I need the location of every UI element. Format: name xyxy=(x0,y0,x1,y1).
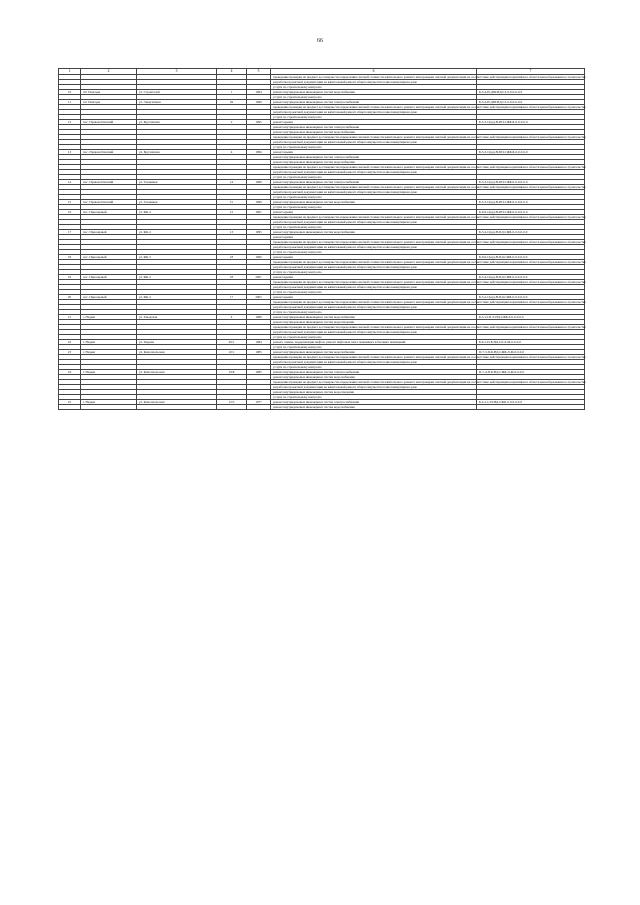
code-cell: Б-5-3-С(кр)-Н-ПП-СЖБ-Б-0-0-0-0-0 xyxy=(477,120,585,125)
street-cell: ул. ФК-2 xyxy=(137,295,217,300)
locality-cell: пгт Пангоды xyxy=(81,90,137,95)
street-cell xyxy=(137,405,217,410)
work-type-cell: разработка проектной документации на капитальный ремонт общего имущества в многоквартирном доме xyxy=(271,170,477,175)
works-table xyxy=(58,68,585,410)
year-cell: 1977 xyxy=(247,400,271,405)
house-number-cell: 14 xyxy=(217,180,247,185)
work-type-cell: услуги по строительному контролю xyxy=(271,250,477,255)
year-cell: 1995 xyxy=(247,230,271,235)
row-number-cell: 24 xyxy=(59,370,81,375)
street-cell: ул. Газовиков xyxy=(137,200,217,205)
work-type-cell: услуги по строительному контролю xyxy=(271,85,477,90)
work-type-cell: ремонт внутридомовых инженерных систем водоснабжения xyxy=(271,315,477,320)
work-type-cell: проведение проверки на предмет достоверности определения сметной стоимости капитального ремонта или проверки сметной документации на соответствие действующим нормативам в области ценообразования в строительстве xyxy=(271,185,477,190)
code-cell: Б-5-4-С(кр)-Н-ПД-СЖБ-0-0-0-0-0-0 xyxy=(477,275,585,280)
work-type-cell: услуги по строительному контролю xyxy=(271,290,477,295)
header-cell: 7 xyxy=(477,69,585,75)
work-type-cell: проведение проверки на предмет достоверности определения сметной стоимости капитального ремонта или проверки сметной документации на соответствие действующим нормативам в области ценообразования в строительстве xyxy=(271,240,477,245)
code-cell: П-7-3-П-Б-НД-СЖБ-Л-М-0-0-0-0 xyxy=(477,350,585,355)
street-cell: ул. ФК-2 xyxy=(137,230,217,235)
street-cell: ул. ФК-2 xyxy=(137,275,217,280)
year-cell: 1985 xyxy=(247,370,271,375)
code-cell: Б-5-13-П-Э-НД-СЖБ-0-0-0-0-0-0 xyxy=(477,315,585,320)
header-cell: 2 xyxy=(81,69,137,75)
row-number-cell: 21 xyxy=(59,315,81,320)
work-type-cell: ремонт крыши xyxy=(271,295,477,300)
row-number-cell: 17 xyxy=(59,230,81,235)
locality-cell: пгт Пангоды xyxy=(81,100,137,105)
work-type-cell: ремонт внутридомовых инженерных систем водоснабжения xyxy=(271,90,477,95)
work-type-cell: проведение проверки на предмет достоверности определения сметной стоимости капитального ремонта или проверки сметной документации на соответствие действующим нормативам в области ценообразования в строительстве xyxy=(271,280,477,285)
work-type-cell: разработка проектной документации на капитальный ремонт общего имущества в многоквартирном доме xyxy=(271,265,477,270)
code-cell: Б-5-4-С(кр)-Н-ПД-СЖБ-0-0-0-0-0-0 xyxy=(477,230,585,235)
year-cell: 1985 xyxy=(247,350,271,355)
work-type-cell: ремонт внутридомовых инженерных систем электроснабжения xyxy=(271,370,477,375)
year-cell: 1989 xyxy=(247,180,271,185)
locality-cell: г. Надым xyxy=(81,370,137,375)
locality-cell: г. Надым xyxy=(81,315,137,320)
work-type-cell: услуги по строительному контролю xyxy=(271,115,477,120)
work-type-cell: разработка проектной документации на капитальный ремонт общего имущества в многоквартирном доме xyxy=(271,360,477,365)
house-number-cell: 29 xyxy=(217,100,247,105)
house-number-cell: 1 xyxy=(217,90,247,95)
year-cell: 1996 xyxy=(247,150,271,155)
work-type-cell: ремонт, замена, модернизация лифтов, ремонт лифтовых шахт, машинных и блочных помещений xyxy=(271,340,477,345)
work-type-cell: проведение проверки на предмет достоверности определения сметной стоимости капитального ремонта или проверки сметной документации на соответствие действующим нормативам в области ценообразования в строительстве xyxy=(271,260,477,265)
table-row xyxy=(59,405,585,410)
work-type-cell: ремонт крыши xyxy=(271,235,477,240)
work-type-cell: ремонт внутридомовых инженерных систем водоснабжения xyxy=(271,200,477,205)
locality-cell: пос. Приозерный xyxy=(81,295,137,300)
work-type-cell: ремонт внутридомовых инженерных систем водоснабжения xyxy=(271,130,477,135)
work-type-cell: разработка проектной документации на капитальный ремонт общего имущества в многоквартирном доме xyxy=(271,305,477,310)
street-cell: ул. Брусничная xyxy=(137,120,217,125)
row-number-cell: 25 xyxy=(59,400,81,405)
year-cell: 1996 xyxy=(247,255,271,260)
work-type-cell: ремонт внутридомовых инженерных систем водоснабжения xyxy=(271,230,477,235)
street-cell: ул. Комсомольская xyxy=(137,370,217,375)
work-type-cell: услуги по строительному контролю xyxy=(271,345,477,350)
code-cell: Б-9-1-П-Б-НД-СЛ-Л-М-0-0-0-0 xyxy=(477,340,585,345)
house-number-cell: 4 xyxy=(217,150,247,155)
row-number-cell: 19 xyxy=(59,275,81,280)
work-type-cell: проведение проверки на предмет достоверности определения сметной стоимости капитального ремонта или проверки сметной документации на соответствие действующим нормативам в области ценообразования в строительстве xyxy=(271,135,477,140)
street-cell: ул. Заводская xyxy=(137,315,217,320)
work-type-cell: разработка проектной документации на капитальный ремонт общего имущества в многоквартирном доме xyxy=(271,140,477,145)
work-type-cell: ремонт внутридомовых инженерных систем электроснабжения xyxy=(271,400,477,405)
code-cell: П-7-4-П-Б-НД-СЖБ-Л-М-0-0-0-0 xyxy=(477,370,585,375)
code-cell xyxy=(477,405,585,410)
work-type-cell: услуги по строительному контролю xyxy=(271,145,477,150)
year-cell: 1994 xyxy=(247,90,271,95)
work-type-cell: услуги по строительному контролю xyxy=(271,195,477,200)
work-type-cell: ремонт внутридомовых инженерных систем водоснабжения xyxy=(271,160,477,165)
locality-cell: пос. Приозерный xyxy=(81,275,137,280)
locality-cell: пос. Приозерный xyxy=(81,210,137,215)
work-type-cell: услуги по строительному контролю xyxy=(271,310,477,315)
work-type-cell: ремонт крыши xyxy=(271,120,477,125)
year-cell: 2001 xyxy=(247,275,271,280)
year-cell xyxy=(247,405,271,410)
work-type-cell: услуги по строительному контролю xyxy=(271,95,477,100)
house-number-cell: 13 xyxy=(217,230,247,235)
row-number-cell: 23 xyxy=(59,350,81,355)
row-number-cell: 11 xyxy=(59,100,81,105)
house-number-cell: 18 xyxy=(217,275,247,280)
work-type-cell: ремонт внутридомовых инженерных систем электроснабжения xyxy=(271,100,477,105)
code-cell: Б-9-9-С(кр)-Н-ПП-СЖБ-0-0-0-0-0-0 xyxy=(477,210,585,215)
header-cell: 6 xyxy=(271,69,477,75)
work-type-cell: услуги по строительному контролю xyxy=(271,335,477,340)
code-cell: Б-5-4-Н-ДШ-НД-С3-0-0-0-0-0-0 xyxy=(477,90,585,95)
work-type-cell: проведение проверки на предмет достоверности определения сметной стоимости капитального ремонта или проверки сметной документации на соответствие действующим нормативам в области ценообразования в строительстве xyxy=(271,325,477,330)
work-type-cell: ремонт крыши xyxy=(271,210,477,215)
code-cell: Б-3-3-С(кр)-Н-ПП-СЖБ-0-0-0-0-0-0 xyxy=(477,180,585,185)
work-type-cell: ремонт крыши xyxy=(271,275,477,280)
house-number-cell xyxy=(217,405,247,410)
work-type-cell: услуги по строительному контролю xyxy=(271,395,477,400)
code-cell: Б-5-4-Н-ДШ-НД-С3-0-0-0-0-0-0 xyxy=(477,100,585,105)
work-type-cell: ремонт внутридомовых инженерных систем электроснабжения xyxy=(271,180,477,185)
house-number-cell: 2 xyxy=(217,120,247,125)
locality-cell: г. Надым xyxy=(81,350,137,355)
work-type-cell: услуги по строительному контролю xyxy=(271,225,477,230)
row-number-cell: 14 xyxy=(59,180,81,185)
work-type-cell: ремонт внутридомовых инженерных систем электроснабжения xyxy=(271,155,477,160)
work-type-cell: услуги по строительному контролю xyxy=(271,175,477,180)
locality-cell: г. Надым xyxy=(81,340,137,345)
work-type-cell: проведение проверки на предмет достоверности определения сметной стоимости капитального ремонта или проверки сметной документации на соответствие действующим нормативам в области ценообразования в строительстве xyxy=(271,355,477,360)
code-cell: Б-9-9-С(кр)-Н-ПД-СЖБ-0-0-0-0-0-0 xyxy=(477,255,585,260)
year-cell: 1999 xyxy=(247,100,271,105)
work-type-cell: проведение проверки на предмет достоверности определения сметной стоимости капитального ремонта или проверки сметной документации на соответствие действующим нормативам в области ценообразования в строительстве xyxy=(271,165,477,170)
locality-cell: г. Надым xyxy=(81,400,137,405)
work-type-cell: ремонт внутридомовых инженерных систем водоснабжения xyxy=(271,405,477,410)
street-cell: ул. Газовиков xyxy=(137,180,217,185)
street-cell: ул. Энергетиков xyxy=(137,100,217,105)
work-type-cell: проведение проверки на предмет достоверности определения сметной стоимости капитального ремонта или проверки сметной документации на соответствие действующим нормативам в области ценообразования в строительстве xyxy=(271,105,477,110)
row-number-cell: 18 xyxy=(59,255,81,260)
work-type-cell: услуги по строительному контролю xyxy=(271,365,477,370)
work-type-cell: ремонт внутридомовых инженерных систем водоотведения xyxy=(271,320,477,325)
work-type-cell: разработка проектной документации на капитальный ремонт общего имущества в многоквартирном доме xyxy=(271,385,477,390)
house-number-cell: 19/8 xyxy=(217,370,247,375)
year-cell: 1999 xyxy=(247,200,271,205)
locality-cell: пос. Правохеттинский xyxy=(81,200,137,205)
locality-cell: пос. Правохеттинский xyxy=(81,120,137,125)
house-number-cell: 10/1 xyxy=(217,350,247,355)
row-number-cell: 15 xyxy=(59,200,81,205)
year-cell: 1991 xyxy=(247,210,271,215)
code-cell: Б-4-1-С-Н-НД-СЖБ-0-0-0-0-0-0 xyxy=(477,400,585,405)
work-type-cell: разработка проектной документации на капитальный ремонт общего имущества в многоквартирном доме xyxy=(271,245,477,250)
work-type-cell: проведение проверки на предмет достоверности определения сметной стоимости капитального ремонта или проверки сметной документации на соответствие действующим нормативам в области ценообразования в строительстве xyxy=(271,380,477,385)
work-type-cell: разработка проектной документации на капитальный ремонт общего имущества в многоквартирном доме xyxy=(271,220,477,225)
house-number-cell: 29/1 xyxy=(217,340,247,345)
work-type-cell: ремонт внутридомовых инженерных систем водоснабжения xyxy=(271,375,477,380)
work-type-cell: ремонт внутридомовых инженерных систем водоотведения xyxy=(271,390,477,395)
work-type-cell: разработка проектной документации на капитальный ремонт общего имущества в многоквартирном доме xyxy=(271,80,477,85)
locality-cell: пос. Приозерный xyxy=(81,255,137,260)
locality-cell xyxy=(81,405,137,410)
year-cell: 2005 xyxy=(247,295,271,300)
work-type-cell: услуги по строительному контролю xyxy=(271,205,477,210)
work-type-cell: проведение проверки на предмет достоверности определения сметной стоимости капитального ремонта или проверки сметной документации на соответствие действующим нормативам в области ценообразования в строительстве xyxy=(271,75,477,80)
house-number-cell: 12/3 xyxy=(217,400,247,405)
header-cell: 1 xyxy=(59,69,81,75)
year-cell: 1989 xyxy=(247,315,271,320)
row-number-cell: 10 xyxy=(59,90,81,95)
street-cell: ул. ФК-5 xyxy=(137,255,217,260)
street-cell: ул. Брусничная xyxy=(137,150,217,155)
year-cell: 1995 xyxy=(247,120,271,125)
work-type-cell: разработка проектной документации на капитальный ремонт общего имущества в многоквартирном доме xyxy=(271,285,477,290)
code-cell: Б-5-2-С(кр)-Н-ПД-СЖБ-0-0-0-0-0-0 xyxy=(477,295,585,300)
work-type-cell: ремонт крыши xyxy=(271,255,477,260)
house-number-cell: 4 xyxy=(217,315,247,320)
work-type-cell: ремонт внутридомовых инженерных систем электроснабжения xyxy=(271,125,477,130)
code-cell: Б-5-3-С(кр)-Н-ПП-СЖБ-0-0-0-0-0-0 xyxy=(477,200,585,205)
row-number-cell: 16 xyxy=(59,210,81,215)
house-number-cell: 15 xyxy=(217,200,247,205)
street-cell: ул. Комсомольская xyxy=(137,400,217,405)
code-cell: Б-5-3-С(кр)-Н-ПП-СЖБ-Б-0-0-0-0-0 xyxy=(477,150,585,155)
work-type-cell: ремонт крыши xyxy=(271,150,477,155)
row-number-cell xyxy=(59,405,81,410)
house-number-cell: 18 xyxy=(217,255,247,260)
locality-cell: пос. Правохеттинский xyxy=(81,150,137,155)
work-type-cell: разработка проектной документации на капитальный ремонт общего имущества в многоквартирном доме xyxy=(271,110,477,115)
locality-cell: пос. Приозерный xyxy=(81,230,137,235)
row-number-cell: 12 xyxy=(59,120,81,125)
header-cell: 5 xyxy=(247,69,271,75)
street-cell: ул. Зверева xyxy=(137,340,217,345)
row-number-cell: 13 xyxy=(59,150,81,155)
street-cell: ул. Комсомольская xyxy=(137,350,217,355)
work-type-cell: проведение проверки на предмет достоверности определения сметной стоимости капитального ремонта или проверки сметной документации на соответствие действующим нормативам в области ценообразования в строительстве xyxy=(271,300,477,305)
house-number-cell: 12 xyxy=(217,210,247,215)
work-type-cell: разработка проектной документации на капитальный ремонт общего имущества в многоквартирном доме xyxy=(271,190,477,195)
row-number-cell: 22 xyxy=(59,340,81,345)
house-number-cell: 17 xyxy=(217,295,247,300)
work-type-cell: проведение проверки на предмет достоверности определения сметной стоимости капитального ремонта или проверки сметной документации на соответствие действующим нормативам в области ценообразования в строительстве xyxy=(271,215,477,220)
street-cell: ул. ФК-2 xyxy=(137,210,217,215)
work-type-cell: разработка проектной документации на капитальный ремонт общего имущества в многоквартирном доме xyxy=(271,330,477,335)
row-number-cell: 20 xyxy=(59,295,81,300)
work-type-cell: ремонт внутридомовых инженерных систем водоснабжения xyxy=(271,350,477,355)
header-cell: 4 xyxy=(217,69,247,75)
street-cell: ул. Строителей xyxy=(137,90,217,95)
header-cell: 3 xyxy=(137,69,217,75)
work-type-cell: услуги по строительному контролю xyxy=(271,270,477,275)
year-cell: 1984 xyxy=(247,340,271,345)
page-number: 66 xyxy=(317,38,323,44)
locality-cell: пос. Правохеттинский xyxy=(81,180,137,185)
